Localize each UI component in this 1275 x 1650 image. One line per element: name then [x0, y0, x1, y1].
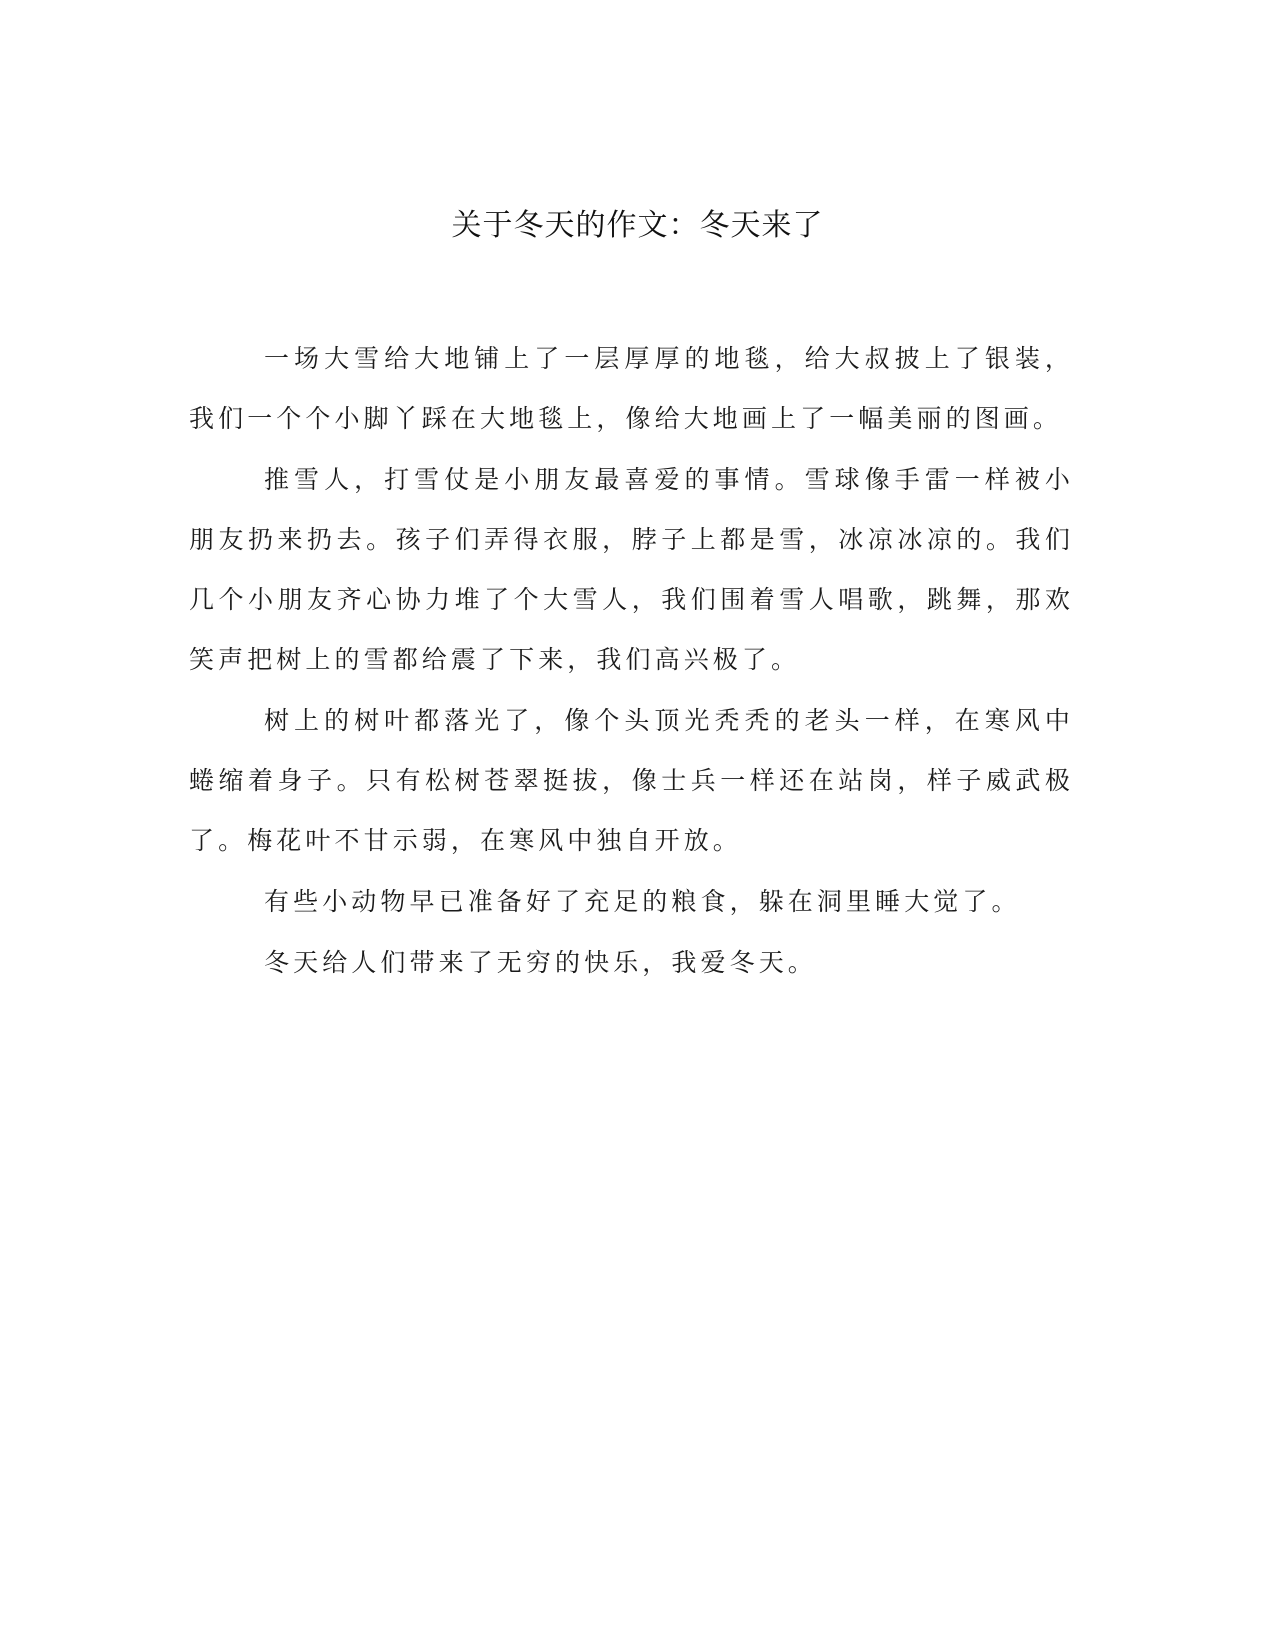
paragraph-3: 树上的树叶都落光了，像个头顶光秃秃的老头一样，在寒风中蜷缩着身子。只有松树苍翠挺拔，像士兵一样还在站岗，样子威武极了。梅花叶不甘示弱，在寒风中独自开放。	[189, 706, 1074, 855]
paragraph-1: 一场大雪给大地铺上了一层厚厚的地毯，给大叔披上了银装，我们一个个小脚丫踩在大地毯上，像给大地画上了一幅美丽的图画。	[189, 344, 1074, 433]
document-title: 关于冬天的作文：冬天来了	[451, 208, 824, 243]
document-body	[189, 329, 1074, 994]
paragraph-4: 有些小动物早已准备好了充足的粮食，躲在洞里睡大觉了。	[264, 887, 1021, 916]
paragraph-5: 冬天给人们带来了无穷的快乐，我爱冬天。	[264, 948, 817, 977]
paragraph-2: 推雪人，打雪仗是小朋友最喜爱的事情。雪球像手雷一样被小朋友扔来扔去。孩子们弄得衣服，脖子上都是雪，冰凉冰凉的。我们几个小朋友齐心协力堆了个大雪人，我们围着雪人唱歌，跳舞，那欢笑声把树上的雪都给震了下来，我们高兴极了。	[189, 465, 1074, 674]
